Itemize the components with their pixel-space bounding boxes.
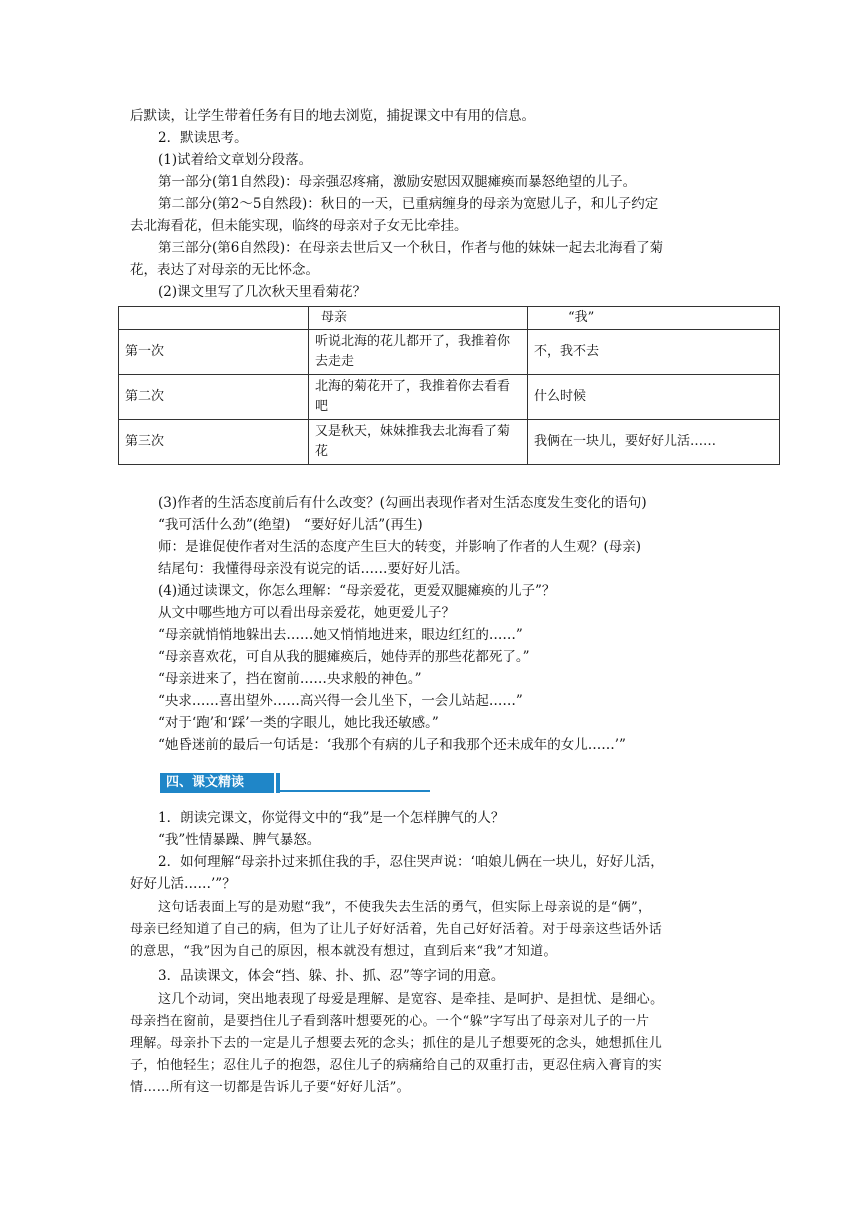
table-cell: 不，我不去: [528, 330, 780, 375]
text-line: 第一部分(第1自然段)：母亲强忍疼痛，激励安慰因双腿瘫痪而暴怒绝望的儿子。: [158, 174, 637, 190]
text-line: 好好儿活……’”？: [130, 876, 236, 892]
text-line: (2)课文里写了几次秋天里看菊花？: [158, 284, 367, 300]
text-line: 花，表达了对母亲的无比怀念。: [130, 262, 319, 278]
text-line: “央求……喜出望外……高兴得一会儿坐下，一会儿站起……”: [158, 693, 523, 709]
text-line: 后默读，让学生带着任务有目的地去浏览，捕捉课文中有用的信息。: [130, 108, 535, 124]
table-cell: 第三次: [119, 420, 309, 465]
text-line: (4)通过读课文，你怎么理解：“母亲爱花，更爱双腿瘫痪的儿子”？: [158, 583, 556, 599]
table-cell: 第一次: [119, 330, 309, 375]
text-line: (1)试着给文章划分段落。: [158, 152, 313, 168]
text-line: 从文中哪些地方可以看出母亲爱花，她更爱儿子？: [158, 605, 455, 621]
section-heading: [160, 773, 430, 793]
text-line: 师：是谁促使作者对生活的态度产生巨大的转变，并影响了作者的人生观？(母亲): [158, 539, 642, 555]
table-row: [119, 420, 780, 465]
text-line: 1．朗读完课文，你觉得文中的“我”是一个怎样脾气的人？: [158, 810, 505, 826]
text-line: 第二部分(第2～5自然段)：秋日的一天，已重病缠身的母亲为宽慰儿子，和儿子约定: [158, 196, 659, 212]
table-cell: 我俩在一块儿，要好好儿活……: [528, 420, 780, 465]
heading-rule-decoration: [280, 790, 430, 792]
text-line: “母亲就悄悄地躲出去……她又悄悄地进来，眼边红红的……”: [158, 627, 523, 643]
text-line: “对于‘跑’和‘踩’一类的字眼儿，她比我还敏感。”: [158, 715, 439, 731]
text-line: 3．品读课文，体会“挡、躲、扑、抓、忍”等字词的用意。: [158, 968, 505, 984]
text-line: 第三部分(第6自然段)：在母亲去世后又一个秋日，作者与他的妹妹一起去北海看了菊: [158, 240, 664, 256]
text-line: “她昏迷前的最后一句话是：‘我那个有病的儿子和我那个还未成年的女儿……’”: [158, 737, 626, 753]
text-line: 去北海看花，但未能实现，临终的母亲对子女无比牵挂。: [130, 218, 468, 234]
text-line: “我可活什么劲”(绝望) “要好好儿活”(再生): [158, 517, 423, 533]
text-line: (3)作者的生活态度前后有什么改变？(勾画出表现作者对生活态度发生变化的语句): [158, 495, 647, 511]
text-line: 2．如何理解“母亲扑过来抓住我的手，忍住哭声说：‘咱娘儿俩在一块儿，好好儿活，: [158, 854, 664, 870]
comparison-table: [118, 306, 780, 465]
text-line: 理解。母亲扑下去的一定是儿子想要去死的念头；抓住的是儿子想要死的念头，她想抓住儿: [130, 1036, 663, 1051]
table-header-cell: 母亲: [309, 307, 528, 330]
text-line: 母亲已经知道了自己的病，但为了让儿子好好活着，先自己好好活着。对于母亲这些话外话: [130, 922, 663, 937]
table-cell: 听说北海的花儿都开了，我推着你去走走: [309, 330, 528, 375]
text-line: 母亲挡在窗前，是要挡住儿子看到落叶想要死的心。一个“躲”字写出了母亲对儿子的一片: [130, 1014, 650, 1029]
text-line: “母亲喜欢花，可自从我的腿瘫痪后，她侍弄的那些花都死了。”: [158, 649, 530, 665]
table-cell: 什么时候: [528, 375, 780, 420]
text-line: “我”性情暴躁、脾气暴怒。: [158, 832, 321, 848]
text-line: 的意思，“我”因为自己的原因，根本就没有想过，直到后来“我”才知道。: [130, 944, 557, 959]
text-line: 子，怕他轻生；忍住儿子的抱怨，忍住儿子的病痛给自己的双重打击，更忍住病入膏肓的实: [130, 1058, 663, 1073]
text-line: “母亲进来了，挡在窗前……央求般的神色。”: [158, 671, 422, 687]
table-cell: 北海的菊花开了，我推着你去看看吧: [309, 375, 528, 420]
table-row: [119, 330, 780, 375]
section-heading-label: 四、课文精读: [160, 773, 274, 793]
text-line: 结尾句：我懂得母亲没有说完的话……要好好儿活。: [158, 561, 469, 577]
text-line: 这句话表面上写的是劝慰“我”，不使我失去生活的勇气，但实际上母亲说的是“俩”，: [158, 900, 652, 915]
text-line: 情……所有这一切都是告诉儿子要“好好儿活”。: [130, 1080, 410, 1095]
table-cell: 第二次: [119, 375, 309, 420]
text-line: 2．默读思考。: [158, 130, 248, 146]
table-header-row: [119, 307, 780, 330]
table-header-cell: “我”: [528, 307, 780, 330]
text-line: 这几个动词，突出地表现了母爱是理解、是宽容、是牵挂、是呵护、是担忧、是细心。: [158, 992, 664, 1007]
table-header-cell: [119, 307, 309, 330]
table-cell: 又是秋天，妹妹推我去北海看了菊花: [309, 420, 528, 465]
table-row: [119, 375, 780, 420]
